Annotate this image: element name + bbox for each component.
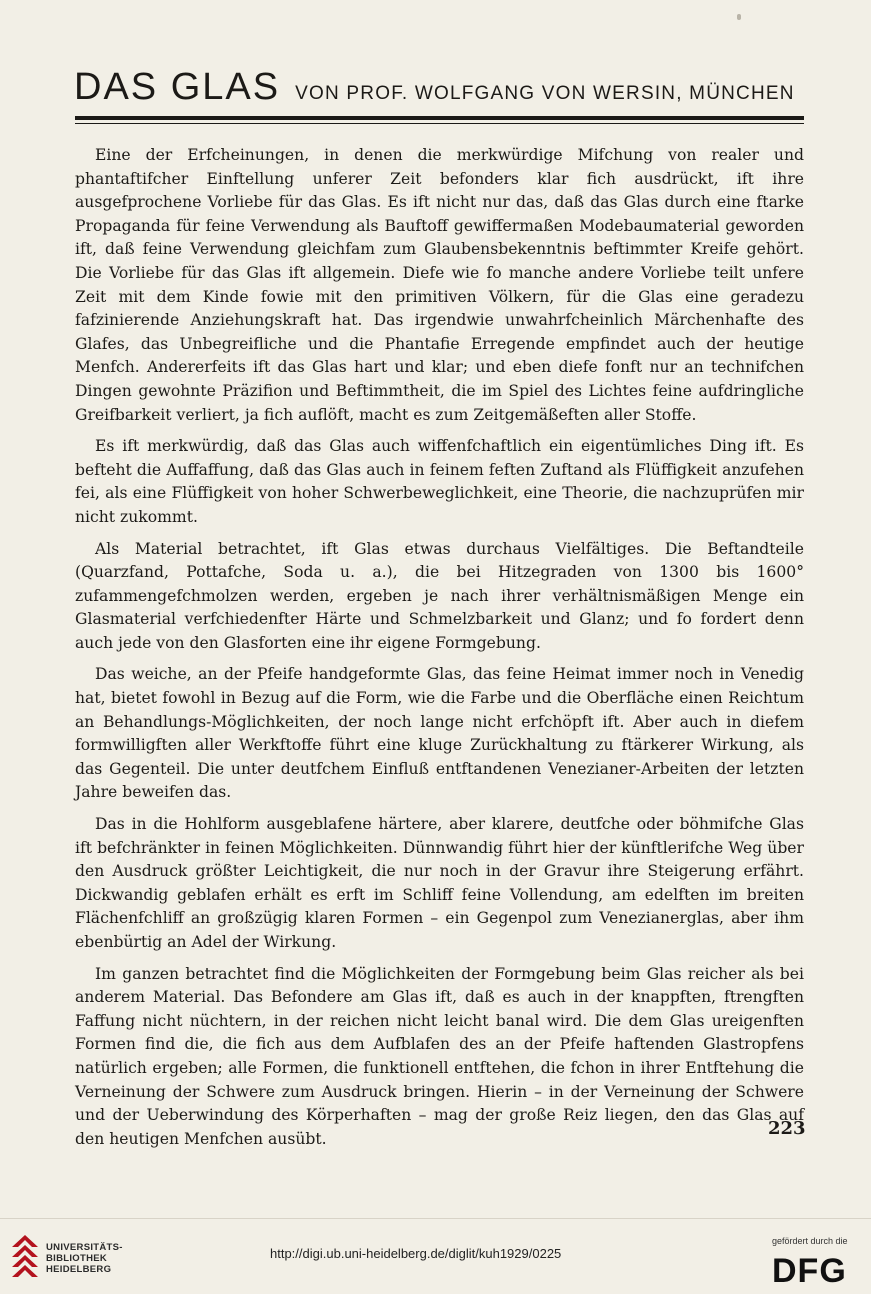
article-header — [74, 66, 804, 108]
paragraph: Es ift merkwürdig, daß das Glas auch wiffenfchaftlich ein eigentümliches Ding ift. Es befteht die Auffaffung, daß das Glas auch in feinem feften Zuftand als Flüffigkeit anzufehen fei, als eine Flüffigkeit von hoher Schwerbeweglichkeit, eine Theorie, die nachzuprüfen mir nicht zukommt. — [75, 437, 804, 526]
footer-divider — [0, 1218, 871, 1219]
paragraph: Als Material betrachtet, ift Glas etwas durchaus Vielfältiges. Die Beftandteile (Quarzfand, Pottafche, Soda u. a.), die bei Hitzegraden von 1300 bis 1600° zufammengefchmolzen werden, ergeben je nach ihrer verhältnismäßigen Menge ein Glasmaterial verfchiedenfter Härte und Schmelzbarkeit und Glanz; und fo fordert denn auch jede von den Glasforten eine ihr eigene Formgebung. — [75, 539, 804, 652]
dfg-logo: DFG — [772, 1252, 847, 1290]
paragraph: Das in die Hohlform ausgeblafene härtere, aber klarere, deutfche oder böhmifche Glas ift befchränkter in feinen Möglichkeiten. Dünnwandig führt hier der künftlerifche Weg über den Ausdruck größter Leichtigkeit, die nur noch in der Gravur ihre Steigerung erfährt. Dickwandig geblafen erhält es erft im Schliff feine Vollendung, am edelften im breiten Flächenfchliff an großzügig klaren Formen – ein Gegenpol zum Venezianerglas, aber ihm ebenbürtig an Adel der Wirkung. — [75, 815, 804, 951]
sponsor-caption: gefördert durch die — [772, 1236, 848, 1246]
page-number: 223 — [768, 1118, 806, 1139]
library-name-line: UNIVERSITÄTS- — [46, 1242, 123, 1253]
article-byline: VON PROF. WOLFGANG VON WERSIN, MÜNCHEN — [295, 83, 795, 104]
library-name-line: BIBLIOTHEK — [46, 1253, 108, 1264]
library-name-line: HEIDELBERG — [46, 1264, 112, 1275]
university-library-logo-icon — [12, 1235, 38, 1279]
header-rule-thin — [75, 123, 804, 124]
scan-speck — [737, 14, 741, 20]
paragraph: Das weiche, an der Pfeife handgeformte Glas, das feine Heimat immer noch in Venedig hat, bietet fowohl in Bezug auf die Form, wie die Farbe und die Oberfläche einen Reichtum an Behandlungs-Möglichkeiten, der noch lange nicht erfchöpft ift. Aber auch in diefem formwilligften aller Werkftoffe führt eine kluge Zurückhaltung zu ftärkerer Wirkung, als das Gegenteil. Die unter deutfchem Einfluß entftandenen Venezianer-Arbeiten der letzten Jahre beweifen das. — [75, 665, 804, 802]
article-body — [75, 144, 804, 1159]
header-rule-thick — [75, 116, 804, 120]
paragraph: Eine der Erfcheinungen, in denen die merkwürdige Mifchung von realer und phantaftifcher Einftellung unferer Zeit befonders klar fich ausdrückt, ift ihre ausgefprochene Vorliebe für das Glas. Es ift nicht nur das, daß das Glas durch eine ftarke Propaganda für feine Verwendung als Bauftoff gewiffermaßen Modebaumaterial geworden ift, daß feine Verwendung gleichfam zum Glaubensbekenntnis beftimmter Kreife gehört. Die Vorliebe für das Glas ift allgemein. Diefe wie fo manche andere Vorliebe teilt unfere Zeit mit dem Kinde fowie mit den primitiven Völkern, für die Glas eine geradezu fafzinierende Anziehungskraft hat. Das irgendwie unwahrfcheinlich Märchenhafte des Glafes, das Unbegreifliche und die Phantafie Erregende empfindet auch der heutige Menfch. Andererfeits ift das Glas hart und klar; und eben diefe fonft nur an technifchen Dingen gewohnte Präzifion und Beftimmtheit, die im Spiel des Lichtes feine aufdringliche Greifbarkeit verliert, ja fich auflöft, macht es zum Zeitgemäßeften aller Stoffe. — [75, 146, 804, 424]
source-url-link[interactable]: http://digi.ub.uni-heidelberg.de/diglit/kuh1929/0225 — [270, 1246, 562, 1261]
article-title: DAS GLAS — [74, 66, 281, 108]
paragraph: Im ganzen betrachtet find die Möglichkeiten der Formgebung beim Glas reicher als bei anderem Material. Das Befondere am Glas ift, daß es auch in der knappften, ftrengften Faffung nicht nüchtern, in der reichen nicht leicht banal wird. Die dem Glas ureigenften Formen find die, die fich aus dem Aufblafen des an der Pfeife haftenden Glastropfens natürlich ergeben; alle Formen, die funktionell entftehen, die fchon in ihrer Entftehung die Verneinung der Schwere zum Ausdruck bringen. Hierin – in der Verneinung der Schwere und der Ueberwindung des Körperhaften – mag der große Reiz liegen, den das Glas auf den heutigen Menfchen ausübt. — [75, 964, 804, 1148]
library-name — [46, 1242, 123, 1275]
